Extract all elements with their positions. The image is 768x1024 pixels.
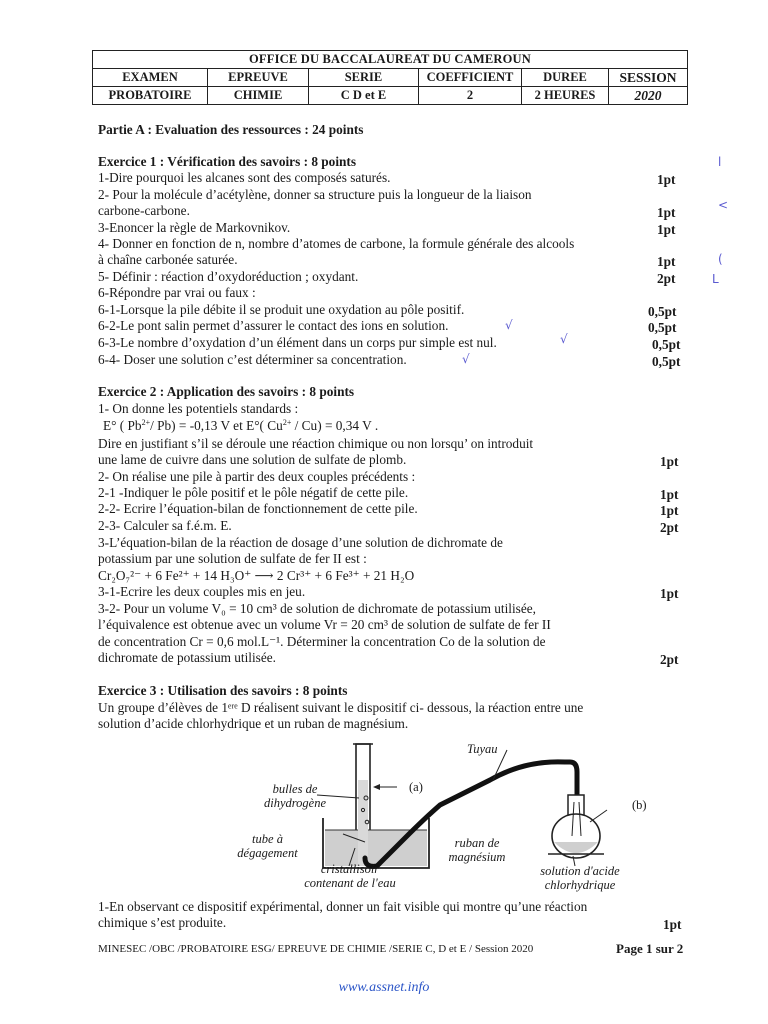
points-ex2-q2-2: 1pt: [660, 503, 679, 518]
label-solution: solution d'acide chlorhydrique: [540, 864, 620, 892]
ex1-q6-3: 6-3-Le nombre d’oxydation d’un élément dans un corps pur simple est nul.: [98, 335, 497, 350]
exercise3-title: Exercice 3 : Utilisation des savoirs : 8 points: [98, 683, 348, 698]
header-epreuve: EPREUVE: [208, 69, 309, 87]
header-serie: SERIE: [309, 69, 419, 87]
ex1-q6-4: 6-4- Doser une solution c’est déterminer sa concentration.: [98, 352, 407, 367]
handwritten-mark: (: [718, 252, 723, 266]
standard-potentials: E° ( $Pb^{2+}/$ Pb) = -0,13 V et E°( $Cu^{2+} / Cu) = 0,34$ V .: [103, 418, 379, 433]
exercise1-title: Exercice 1 : Vérification des savoirs : 8 points: [98, 154, 357, 169]
label-b: (b): [632, 798, 647, 812]
ex2-q3-2-cont3: dichromate de potassium utilisée.: [98, 650, 276, 665]
site-watermark: www.assnet.info: [338, 980, 430, 995]
ex2-q3-2-cont1: l’équivalence est obtenue avec un volume Vr = 20 cm³ de solution de sulfate de fer II: [98, 617, 551, 632]
check-mark: √: [505, 318, 513, 332]
ex2-q3-1: 3-1-Ecrire les deux couples mis en jeu.: [98, 584, 306, 599]
partie-a-heading: Partie A : Evaluation des ressources : 24 points: [98, 122, 364, 137]
ex1-q3: 3-Enoncer la règle de Markovnikov.: [98, 220, 291, 235]
points-ex1-q2: 1pt: [657, 205, 676, 220]
page-number: Page 1 sur 2: [616, 941, 684, 956]
ex2-q2-1: 2-1 -Indiquer le pôle positif et le pôle négatif de cette pile.: [98, 485, 409, 500]
ex1-q2: 2- Pour la molécule d’acétylène, donner sa structure puis la longueur de la liaison: [98, 187, 532, 202]
points-ex2-q2-1: 1pt: [660, 487, 679, 502]
label-tube-degagement: tube à dégagement: [237, 832, 298, 860]
office-title: OFFICE DU BACCALAUREAT DU CAMEROUN: [93, 51, 688, 69]
exercise2-title: Exercice 2 : Application des savoirs : 8 points: [98, 384, 355, 399]
points-ex1-q6-2: 0,5pt: [648, 320, 677, 335]
ex1-q6: 6-Répondre par vrai ou faux :: [98, 285, 256, 300]
ex1-q6-1: 6-1-Lorsque la pile débite il se produit une oxydation au pôle positif.: [98, 302, 465, 317]
header-session: SESSION: [609, 69, 688, 87]
ex2-q3-cont: potassium par une solution de sulfate de fer II est :: [98, 551, 367, 566]
ex1-q1: 1-Dire pourquoi les alcanes sont des composés saturés.: [98, 170, 391, 185]
experiment-diagram: [225, 740, 665, 900]
header-duree: DUREE: [522, 69, 609, 87]
ex2-q1-cont: une lame de cuivre dans une solution de sulfate de plomb.: [98, 452, 407, 467]
points-ex3-q1: 1pt: [663, 917, 682, 932]
ex2-q3-2-cont2: de concentration Cr = 0,6 mol.L⁻¹. Déterminer la concentration Co de la solution de: [98, 634, 546, 649]
label-bulles: bulles de dihydrogène: [263, 782, 327, 810]
exam-header-table: [92, 50, 688, 105]
points-ex1-q3: 1pt: [657, 222, 676, 237]
value-serie: C D et E: [309, 87, 419, 105]
points-ex2-q2-3: 2pt: [660, 520, 679, 535]
ex1-q6-2: 6-2-Le pont salin permet d’assurer le contact des ions en solution.: [98, 318, 449, 333]
ex3-q1-cont: chimique s’est produite.: [98, 915, 227, 930]
points-ex1-q1: 1pt: [657, 172, 676, 187]
check-mark: √: [462, 352, 470, 366]
value-session: 2020: [609, 87, 688, 105]
ex2-q3-2: 3-2- Pour un volume V₀ = 10 cm³ de solution de dichromate de potassium utilisée,: [98, 601, 536, 616]
points-ex1-q4: 1pt: [657, 254, 676, 269]
points-ex1-q6-4: 0,5pt: [652, 354, 681, 369]
ex1-q2-cont: carbone-carbone.: [98, 203, 190, 218]
value-duree: 2 HEURES: [522, 87, 609, 105]
dosage-equation: Cr₂O₇²⁻ + 6 Fe²⁺ + 14 H₃O⁺ ⟶ 2 Cr³⁺ + 6 Fe³⁺ + 21 H₂O: [98, 568, 415, 583]
check-mark: √: [560, 332, 568, 346]
ex1-q4-cont: à chaîne carbonée saturée.: [98, 252, 238, 267]
ex2-q2-2: 2-2- Ecrire l’équation-bilan de fonctionnement de cette pile.: [98, 501, 418, 516]
points-ex2-q3-1: 1pt: [660, 586, 679, 601]
ex1-q5: 5- Définir : réaction d’oxydoréduction ; oxydant.: [98, 269, 359, 284]
value-examen: PROBATOIRE: [93, 87, 208, 105]
label-cristallisoir: cristallisoir contenant de l'eau: [304, 862, 396, 890]
label-ruban: ruban de magnésium: [448, 836, 506, 864]
page-footer: MINESEC /OBC /PROBATOIRE ESG/ EPREUVE DE CHIMIE /SERIE C, D et E / Session 2020: [98, 943, 534, 955]
ex3-intro: Un groupe d’élèves de 1ᵉʳᵉ D réalisent suivant le dispositif ci- dessous, la réaction entre une: [98, 700, 584, 715]
points-ex1-q6-1: 0,5pt: [648, 304, 677, 319]
label-a: (a): [409, 780, 423, 794]
ex2-q2-3: 2-3- Calculer sa f.é.m. E.: [98, 518, 232, 533]
points-ex2-q3-2: 2pt: [660, 652, 679, 667]
handwritten-mark: <: [718, 198, 729, 212]
ex2-q1-text: Dire en justifiant s’il se déroule une réaction chimique ou non lorsqu’ on introduit: [98, 436, 534, 451]
ex1-q4: 4- Donner en fonction de n, nombre d’atomes de carbone, la formule générale des alcools: [98, 236, 575, 251]
points-ex2-q1: 1pt: [660, 454, 679, 469]
handwritten-mark: L: [712, 272, 719, 286]
header-examen: EXAMEN: [93, 69, 208, 87]
handwritten-mark: l: [718, 155, 722, 169]
label-tuyau: Tuyau: [467, 742, 498, 756]
header-coefficient: COEFFICIENT: [419, 69, 522, 87]
ex3-intro-cont: solution d’acide chlorhydrique et un ruban de magnésium.: [98, 716, 409, 731]
ex3-q1: 1-En observant ce dispositif expérimental, donner un fait visible qui montre qu’une réaction: [98, 899, 588, 914]
ex2-q2: 2- On réalise une pile à partir des deux couples précédents :: [98, 469, 416, 484]
value-epreuve: CHIMIE: [208, 87, 309, 105]
ex2-q1: 1- On donne les potentiels standards :: [98, 401, 299, 416]
ex2-q3: 3-L’équation-bilan de la réaction de dosage d’une solution de dichromate de: [98, 535, 503, 550]
points-ex1-q6-3: 0,5pt: [652, 337, 681, 352]
value-coefficient: 2: [419, 87, 522, 105]
points-ex1-q5: 2pt: [657, 271, 676, 286]
